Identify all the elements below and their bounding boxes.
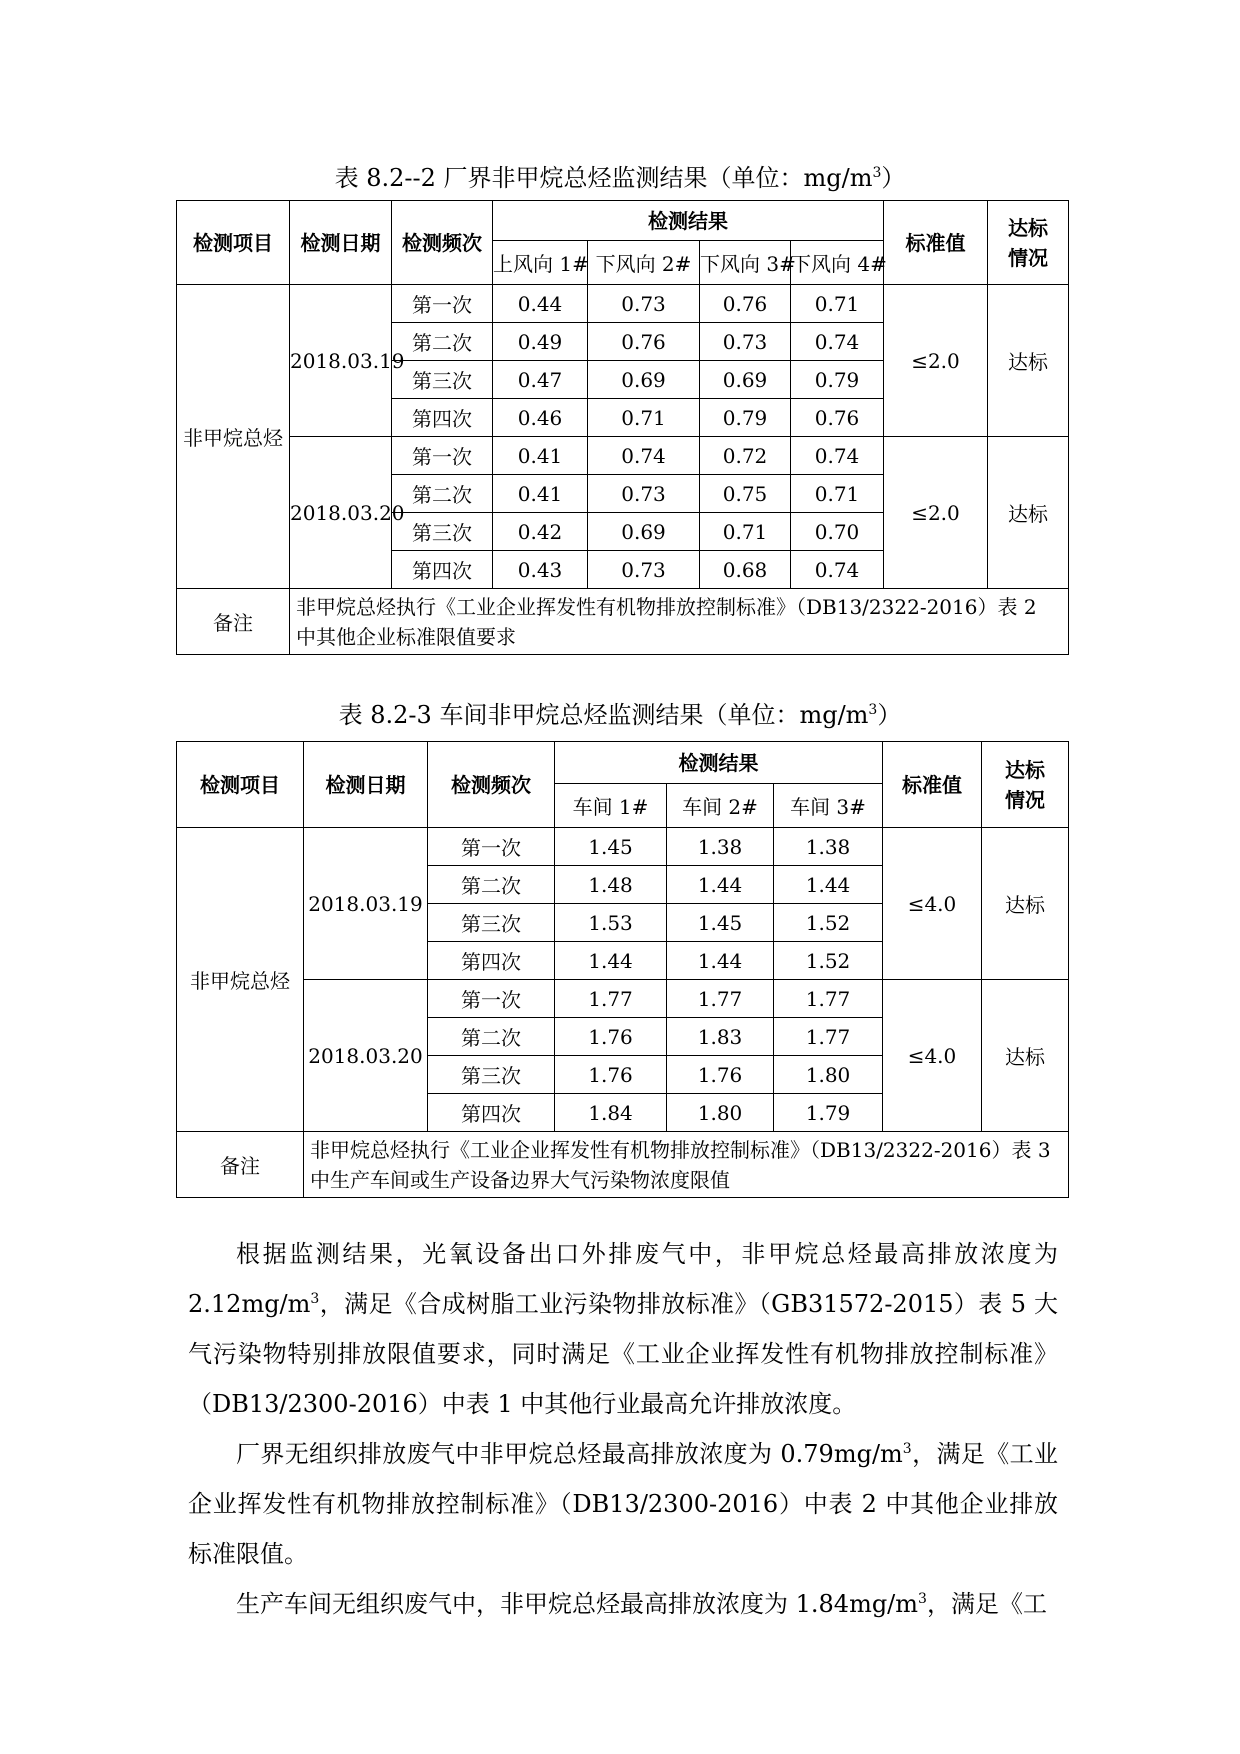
t2-note-label: 备注 [177, 1132, 304, 1198]
t2-header-compliance-line1: 达标 [1005, 757, 1045, 782]
value-cell: 1.84 [555, 1094, 667, 1132]
table2-caption-end: ） [877, 701, 902, 729]
value-cell: 0.74 [791, 437, 884, 475]
paragraph-2-part-a: 厂界无组织排放废气中非甲烷总烃最高排放浓度为 0.79mg/m [236, 1440, 903, 1468]
paragraph-3-part-b: ，满足《工 [926, 1590, 1047, 1618]
frequency-cell: 第三次 [392, 361, 493, 399]
frequency-cell: 第四次 [392, 551, 493, 589]
frequency-cell: 第一次 [392, 437, 493, 475]
date-cell: 2018.03.19 [304, 828, 428, 980]
value-cell: 1.44 [667, 866, 774, 904]
value-cell: 0.76 [700, 285, 791, 323]
value-cell: 0.71 [791, 475, 884, 513]
value-cell: 0.41 [493, 475, 588, 513]
table1-caption-sup: 3 [872, 165, 882, 181]
t2-point-2: 车间 2# [667, 784, 774, 828]
value-cell: 1.77 [555, 980, 667, 1018]
compliance-cell: 达标 [982, 980, 1069, 1132]
paragraph-1-sup: 3 [310, 1291, 320, 1307]
value-cell: 0.44 [493, 285, 588, 323]
table2-caption-sup: 3 [868, 702, 878, 718]
t2-header-date: 检测日期 [304, 742, 428, 828]
value-cell: 0.41 [493, 437, 588, 475]
paragraph-2-part-b: ，满足《工业企业挥发性有机物排放控制标准》（DB13/2300-2016）中表 2 中其他企业排放标准限值。 [188, 1440, 1059, 1568]
table2-caption [0, 700, 1240, 730]
value-cell: 0.74 [588, 437, 700, 475]
value-cell: 0.68 [700, 551, 791, 589]
table2-caption-text: 表 8.2-3 车间非甲烷总烃监测结果（单位：mg/m [338, 701, 869, 729]
frequency-cell: 第二次 [428, 866, 555, 904]
t2-header-standard: 标准值 [883, 742, 982, 828]
t2-header-results: 检测结果 [555, 742, 883, 784]
table-row [177, 437, 1069, 475]
value-cell: 0.76 [791, 399, 884, 437]
value-cell: 0.73 [588, 551, 700, 589]
body-paragraphs [188, 1229, 1058, 1629]
value-cell: 1.53 [555, 904, 667, 942]
frequency-cell: 第三次 [428, 1056, 555, 1094]
t2-header-item: 检测项目 [177, 742, 304, 828]
value-cell: 0.69 [588, 361, 700, 399]
frequency-cell: 第二次 [392, 475, 493, 513]
item-name-cell: 非甲烷总烃 [177, 285, 290, 589]
table1-caption-end: ） [881, 164, 906, 192]
frequency-cell: 第三次 [428, 904, 555, 942]
value-cell: 1.76 [555, 1056, 667, 1094]
value-cell: 1.79 [774, 1094, 883, 1132]
compliance-cell: 达标 [982, 828, 1069, 980]
value-cell: 1.76 [555, 1018, 667, 1056]
value-cell: 1.80 [774, 1056, 883, 1094]
frequency-cell: 第二次 [428, 1018, 555, 1056]
standard-cell: ≤4.0 [883, 980, 982, 1132]
standard-cell: ≤2.0 [884, 437, 988, 589]
t1-header-compliance-line1: 达标 [1008, 215, 1048, 240]
frequency-cell: 第一次 [392, 285, 493, 323]
value-cell: 1.77 [774, 1018, 883, 1056]
compliance-cell: 达标 [988, 437, 1069, 589]
value-cell: 1.52 [774, 942, 883, 980]
t1-header-freq: 检测频次 [392, 201, 493, 285]
paragraph-1-part-a: 根据监测结果，光氧设备出口外排废气中，非甲烷总烃最高排放浓度为 2.12mg/m [188, 1240, 1058, 1318]
value-cell: 0.71 [791, 285, 884, 323]
table-row [177, 828, 1069, 866]
t1-note: 非甲烷总烃执行《工业企业挥发性有机物排放控制标准》（DB13/2322-2016）表 2 中其他企业标准限值要求 [290, 589, 1069, 655]
value-cell: 0.71 [700, 513, 791, 551]
value-cell: 1.38 [667, 828, 774, 866]
t1-header-standard: 标准值 [884, 201, 988, 285]
value-cell: 0.76 [588, 323, 700, 361]
value-cell: 0.69 [700, 361, 791, 399]
value-cell: 0.79 [791, 361, 884, 399]
value-cell: 0.74 [791, 551, 884, 589]
table1-factory-boundary-results [176, 200, 1069, 655]
t2-point-1: 车间 1# [555, 784, 667, 828]
paragraph-2 [188, 1429, 1058, 1579]
value-cell: 1.77 [667, 980, 774, 1018]
value-cell: 1.45 [555, 828, 667, 866]
frequency-cell: 第三次 [392, 513, 493, 551]
compliance-cell: 达标 [988, 285, 1069, 437]
value-cell: 0.73 [588, 475, 700, 513]
frequency-cell: 第二次 [392, 323, 493, 361]
value-cell: 1.76 [667, 1056, 774, 1094]
paragraph-2-sup: 3 [902, 1441, 912, 1457]
t1-point-3: 下风向 3# [700, 241, 791, 285]
frequency-cell: 第一次 [428, 980, 555, 1018]
value-cell: 0.74 [791, 323, 884, 361]
frequency-cell: 第四次 [392, 399, 493, 437]
t2-header-compliance [982, 742, 1069, 828]
paragraph-1 [188, 1229, 1058, 1429]
paragraph-3-sup: 3 [918, 1591, 927, 1607]
paragraph-3 [188, 1579, 1058, 1629]
paragraph-3-part-a: 生产车间无组织废气中，非甲烷总烃最高排放浓度为 1.84mg/m [236, 1590, 919, 1618]
t1-note-label: 备注 [177, 589, 290, 655]
t1-header-item: 检测项目 [177, 201, 290, 285]
date-cell: 2018.03.19 [290, 285, 392, 437]
frequency-cell: 第四次 [428, 1094, 555, 1132]
t2-header-freq: 检测频次 [428, 742, 555, 828]
t2-point-3: 车间 3# [774, 784, 883, 828]
t2-header-compliance-line2: 情况 [1005, 787, 1045, 812]
t1-header-results: 检测结果 [493, 201, 884, 241]
value-cell: 1.45 [667, 904, 774, 942]
table-row [177, 980, 1069, 1018]
value-cell: 0.75 [700, 475, 791, 513]
value-cell: 0.46 [493, 399, 588, 437]
standard-cell: ≤4.0 [883, 828, 982, 980]
frequency-cell: 第四次 [428, 942, 555, 980]
value-cell: 1.83 [667, 1018, 774, 1056]
date-cell: 2018.03.20 [304, 980, 428, 1132]
value-cell: 1.77 [774, 980, 883, 1018]
value-cell: 1.80 [667, 1094, 774, 1132]
t2-note: 非甲烷总烃执行《工业企业挥发性有机物排放控制标准》（DB13/2322-2016）表 3 中生产车间或生产设备边界大气污染物浓度限值 [304, 1132, 1069, 1198]
date-cell: 2018.03.20 [290, 437, 392, 589]
t1-header-compliance [988, 201, 1069, 285]
paragraph-1-part-b: ，满足《合成树脂工业污染物排放标准》（GB31572-2015）表 5 大气污染物特别排放限值要求，同时满足《工业企业挥发性有机物排放控制标准》（DB13/2300-2016）中表 1 中其他行业最高允许排放浓度。 [188, 1290, 1058, 1418]
value-cell: 0.72 [700, 437, 791, 475]
value-cell: 0.69 [588, 513, 700, 551]
value-cell: 1.38 [774, 828, 883, 866]
value-cell: 0.47 [493, 361, 588, 399]
value-cell: 1.44 [774, 866, 883, 904]
value-cell: 0.73 [588, 285, 700, 323]
t1-point-1: 上风向 1# [493, 241, 588, 285]
table1-caption-text: 表 8.2--2 厂界非甲烷总烃监测结果（单位：mg/m [334, 164, 873, 192]
value-cell: 1.48 [555, 866, 667, 904]
item-name-cell: 非甲烷总烃 [177, 828, 304, 1132]
table-row [177, 285, 1069, 323]
t1-point-4: 下风向 4# [791, 241, 884, 285]
value-cell: 1.52 [774, 904, 883, 942]
t1-header-date: 检测日期 [290, 201, 392, 285]
value-cell: 1.44 [667, 942, 774, 980]
value-cell: 0.79 [700, 399, 791, 437]
table1-caption [0, 163, 1240, 193]
t1-header-compliance-line2: 情况 [1008, 245, 1048, 270]
value-cell: 0.43 [493, 551, 588, 589]
value-cell: 1.44 [555, 942, 667, 980]
t1-point-2: 下风向 2# [588, 241, 700, 285]
value-cell: 0.42 [493, 513, 588, 551]
value-cell: 0.70 [791, 513, 884, 551]
standard-cell: ≤2.0 [884, 285, 988, 437]
frequency-cell: 第一次 [428, 828, 555, 866]
value-cell: 0.49 [493, 323, 588, 361]
value-cell: 0.71 [588, 399, 700, 437]
value-cell: 0.73 [700, 323, 791, 361]
table2-workshop-results [176, 741, 1069, 1198]
